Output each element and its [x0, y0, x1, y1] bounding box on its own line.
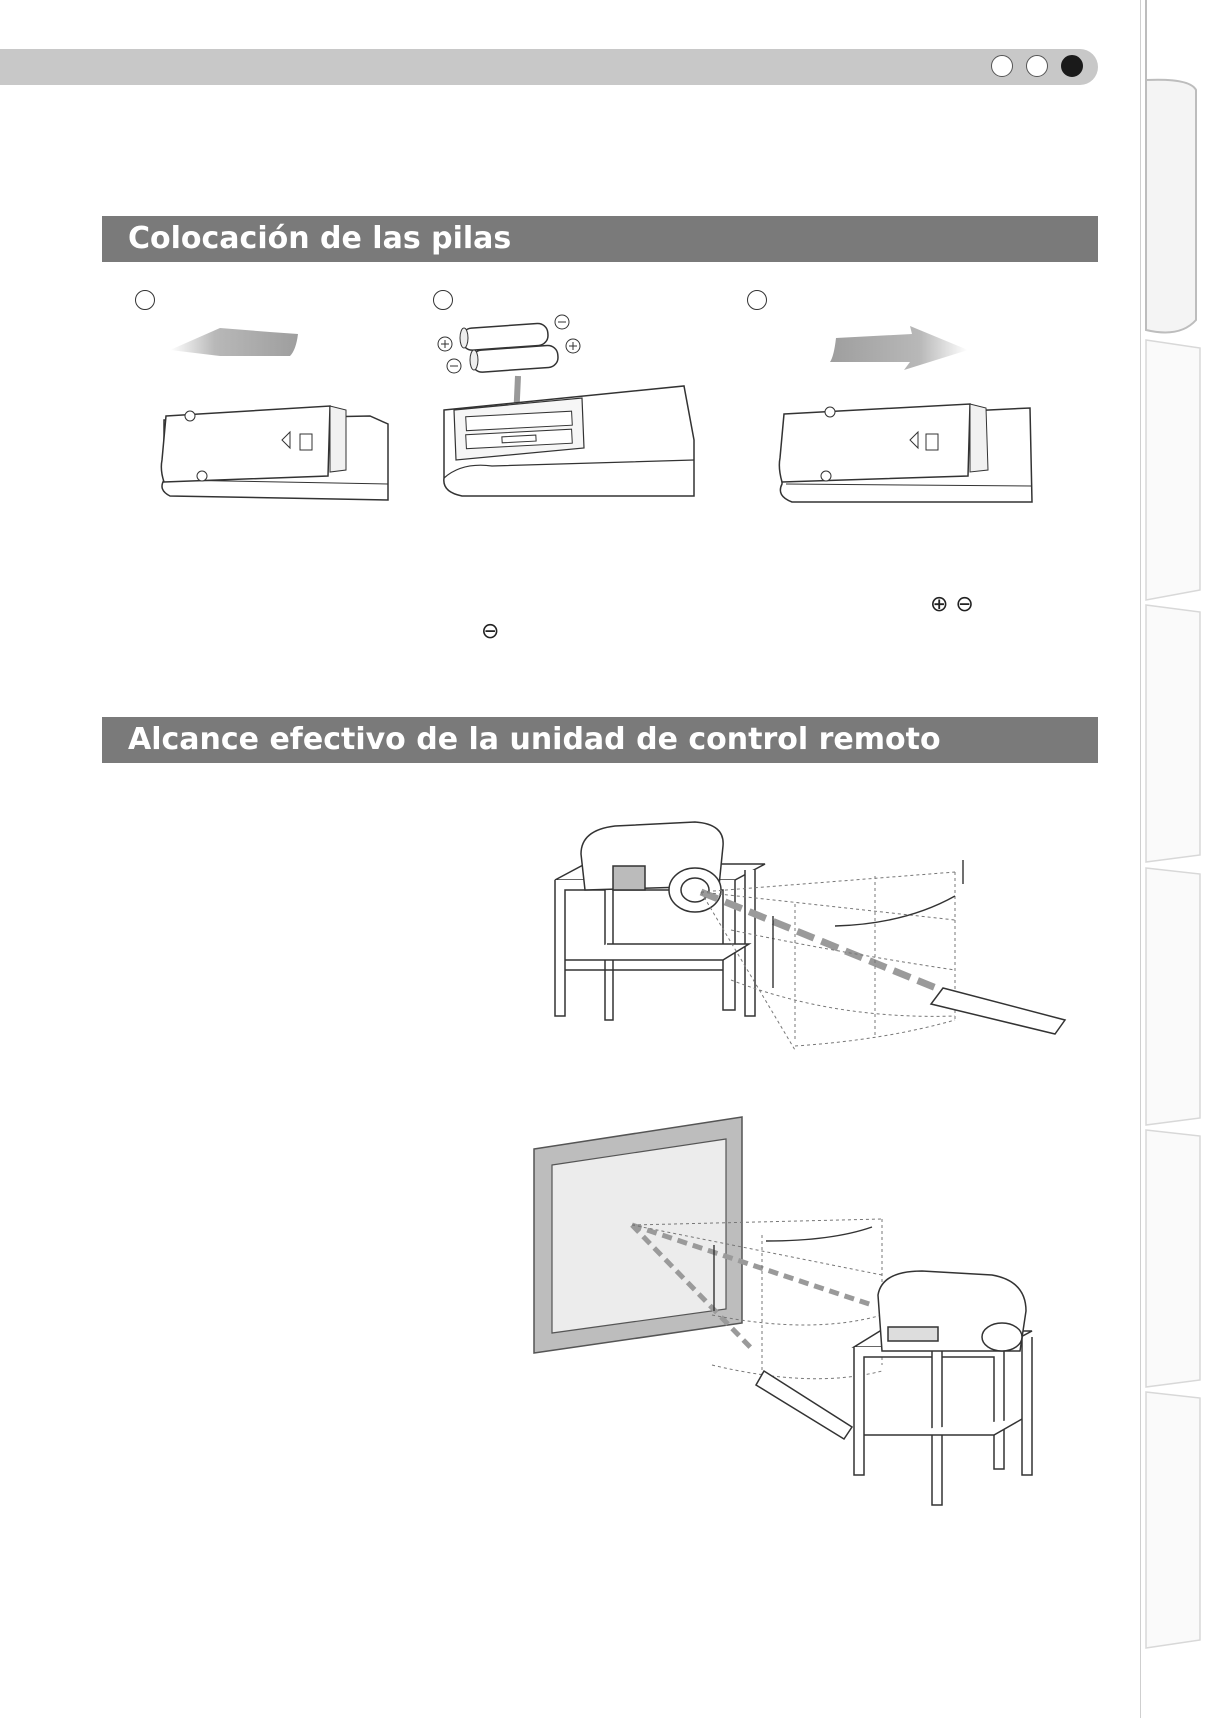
step-1-illustration [150, 320, 400, 510]
step-1-marker [135, 290, 155, 310]
projection-screen-icon [534, 1117, 742, 1353]
projector-icon [581, 822, 723, 912]
range-diagram-reflected [532, 1115, 1062, 1515]
section-title-range: Alcance efectivo de la unidad de control remoto [102, 717, 1098, 763]
battery-pair-icon [460, 323, 559, 373]
top-header-bar [0, 49, 1098, 85]
side-tab-strip [1140, 0, 1225, 1718]
table-illustration [854, 1331, 1032, 1505]
remote-control-icon [756, 1371, 852, 1439]
range-diagram-direct [545, 820, 1075, 1060]
remote-control-icon [931, 988, 1065, 1034]
polarity-symbols: ⊕ ⊖ [930, 592, 974, 617]
minus-symbol: ⊖ [481, 619, 500, 644]
progress-dot-1 [991, 55, 1013, 77]
step-2-marker [433, 290, 453, 310]
section-title-batteries: Colocación de las pilas [102, 216, 1098, 262]
step-2-illustration [432, 310, 702, 510]
progress-dot-2 [1026, 55, 1048, 77]
left-arrow-icon [170, 328, 298, 356]
step-3-marker [747, 290, 767, 310]
right-arrow-icon [830, 326, 968, 370]
step-3-illustration [770, 318, 1040, 508]
progress-dot-3 [1061, 55, 1083, 77]
projector-icon [878, 1271, 1026, 1351]
